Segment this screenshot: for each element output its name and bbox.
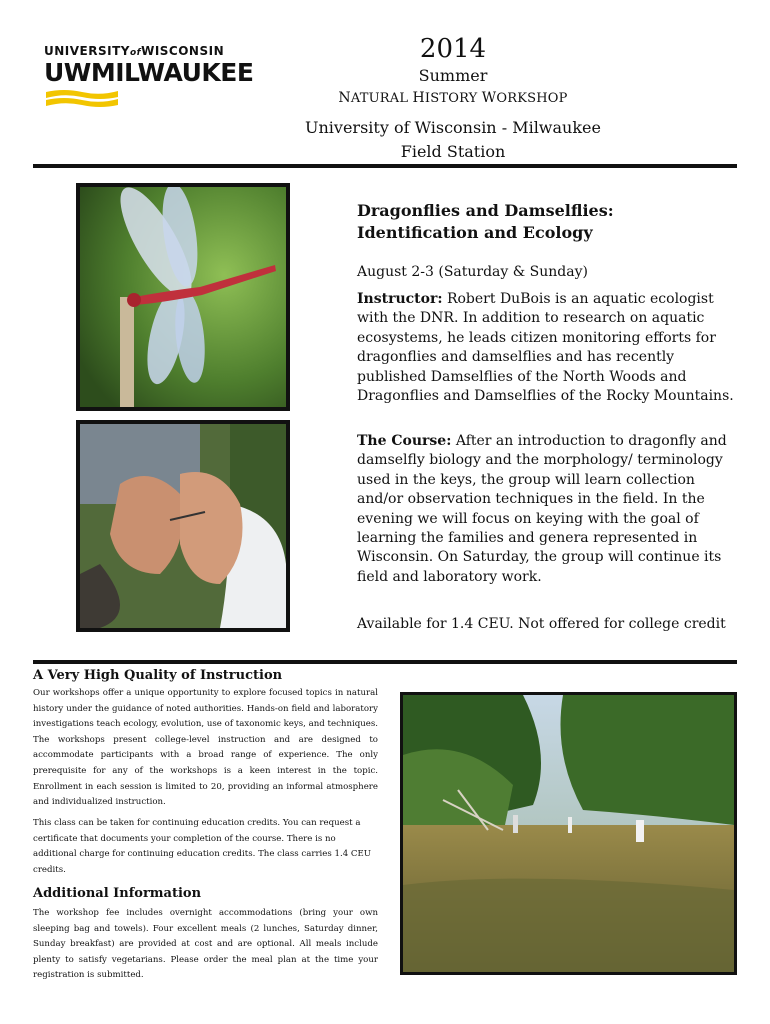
logo-uwmilwaukee: UWMILWAUKEE <box>44 58 254 87</box>
instructor-text: Robert DuBois is an aquatic ecologist with the DNR. In addition to research on aquatic ecosystems, he leads citizen monitoring efforts for dragonflies and damselflies and has recently published Damselflies of the North Woods and Dragonflies and Damselflies of the Rocky Mountains. <box>357 291 734 405</box>
logo-university-of-wisconsin: UNIVERSITYofWISCONSIN <box>44 44 225 58</box>
logo-flag-icon <box>46 88 118 110</box>
season: Summer <box>418 66 488 85</box>
additional-heading: Additional Information <box>33 886 202 901</box>
quality-heading: A Very High Quality of Instruction <box>33 668 283 683</box>
quality-paragraph: Our workshops offer a unique opportunity to explore focused topics in natural history under the guidance of noted authorities. Hands-on field and laboratory investigations teach ecology, evolution, use of taxonomic keys, and techniques. The workshops present college-level instruction and are designed to accommodate participants with a broad range of experience. The only prerequisite for any of the workshops is a keen interest in the topic. Enrollment in each session is limited to 20, providing an informal atmosphere and individualized instruction. <box>33 688 378 808</box>
university-name: University of Wisconsin - Milwaukee <box>305 118 601 137</box>
credit-paragraph: This class can be taken for continuing education credits. You can request a certificate that documents your completion of the course. There is no additional charge for continuing education credits. The class carries 1.4 CEU credits. <box>33 818 372 875</box>
top-divider <box>33 164 737 168</box>
instructor-paragraph <box>357 290 739 406</box>
year: 2014 <box>419 34 487 64</box>
hands-holding-dragonfly-photo <box>76 420 290 632</box>
river-field-photo <box>400 692 737 975</box>
uwm-logo <box>44 44 264 114</box>
course-text: After an introduction to dragonfly and damselfly biology and the morphology/ terminology used in the keys, the group will learn collection and/or observation techniques in the field. In the evening we will focus on keying with the goal of learning the families and genera represented in Wisconsin. On Saturday, the group will continue its field and laboratory work. <box>357 433 727 585</box>
course-title: Dragonflies and Damselflies: Identification and Ecology <box>357 201 614 242</box>
course-paragraph <box>357 432 739 587</box>
course-label: The Course: <box>357 433 452 449</box>
field-station: Field Station <box>400 142 506 161</box>
instructor-label: Instructor: <box>357 291 443 307</box>
additional-paragraph: The workshop fee includes overnight accommodations (bring your own sleeping bag and towels). Four excellent meals (2 lunches, Saturday dinner, Sunday breakfast) are provided at cost and are optional. All meals include plenty to satisfy vegetarians. Please order the meal plan at the time your registration is submitted. <box>33 908 378 981</box>
course-dates: August 2-3 (Saturday & Sunday) <box>357 264 588 280</box>
workshop-series: NATURAL HISTORY WORKSHOP <box>338 90 568 106</box>
ceu-note: Available for 1.4 CEU. Not offered for college credit <box>357 616 726 632</box>
dragonfly-photo <box>76 183 290 411</box>
middle-divider <box>33 660 737 664</box>
